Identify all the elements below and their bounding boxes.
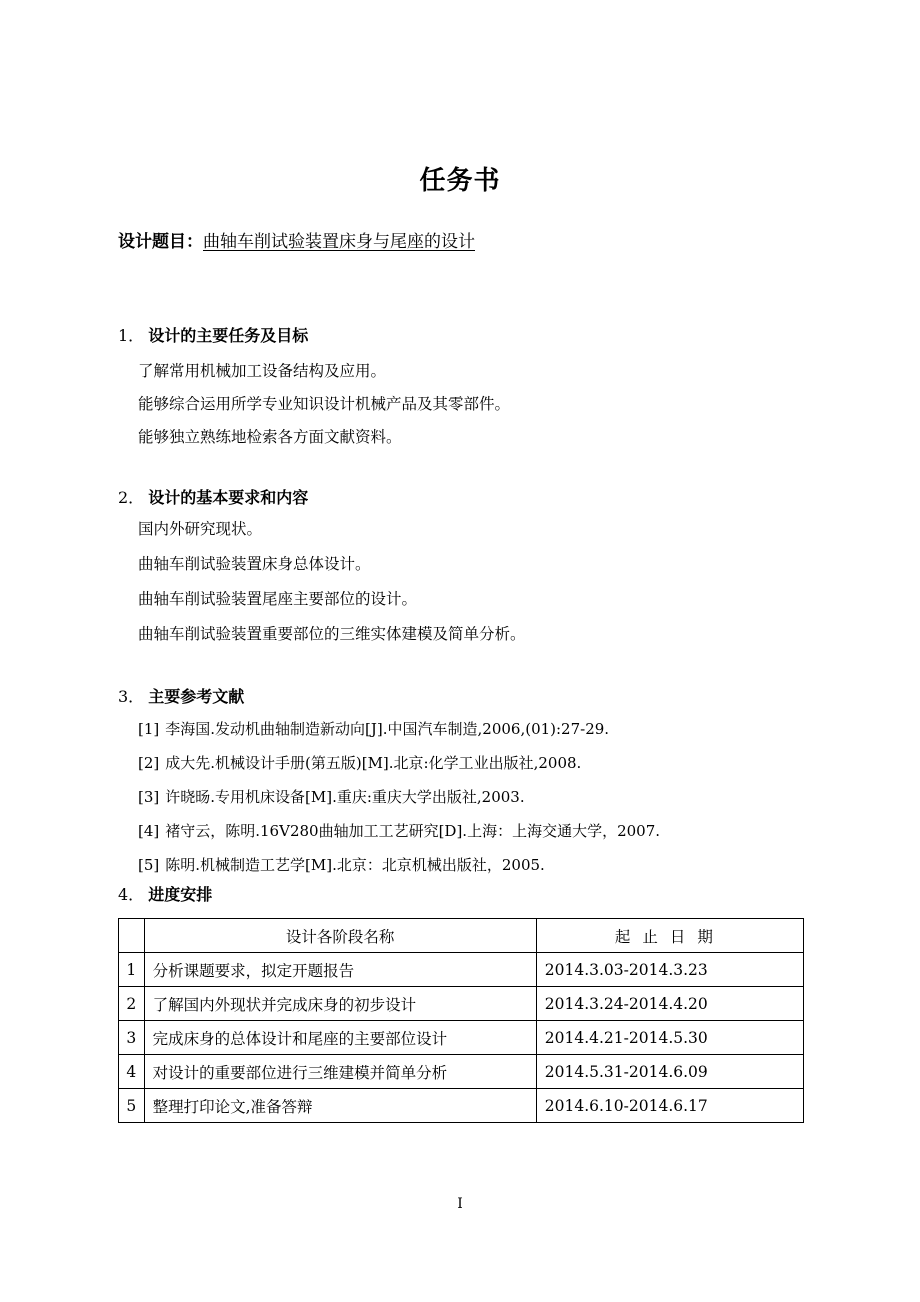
table-row [119, 1021, 804, 1055]
row-date-range: 2014.6.10-2014.6.17 [536, 1089, 803, 1123]
reference-text: 褚守云，陈明.16V280曲轴加工工艺研究[D].上海：上海交通大学，2007. [165, 822, 661, 840]
reference-text: 李海国.发动机曲轴制造新动向[J].中国汽车制造,2006,(01):27-29. [165, 720, 610, 738]
reference-text: 陈明.机械制造工艺学[M].北京：北京机械出版社，2005. [165, 856, 545, 874]
reference-item [138, 786, 525, 808]
table-row [119, 987, 804, 1021]
section-3-number: 3． [118, 687, 145, 706]
section-3-title: 主要参考文献 [148, 687, 245, 706]
row-stage-name: 对设计的重要部位进行三维建模并简单分析 [144, 1055, 536, 1089]
schedule-table [118, 918, 804, 1123]
section-2-line: 曲轴车削试验装置重要部位的三维实体建模及简单分析。 [138, 625, 526, 643]
reference-item [138, 820, 660, 842]
section-2-line: 曲轴车削试验装置床身总体设计。 [138, 555, 371, 573]
row-stage-name: 分析课题要求，拟定开题报告 [144, 953, 536, 987]
table-row [119, 1089, 804, 1123]
section-1-number: 1． [118, 326, 145, 345]
reference-number: [2] [138, 754, 160, 772]
design-topic-label: 设计题目： [118, 232, 203, 252]
header-index [119, 919, 145, 953]
row-index: 3 [119, 1021, 145, 1055]
reference-item [138, 718, 609, 740]
section-4-heading [118, 884, 212, 906]
row-date-range: 2014.3.03-2014.3.23 [536, 953, 803, 987]
header-stage-name: 设计各阶段名称 [144, 919, 536, 953]
section-1-line: 能够综合运用所学专业知识设计机械产品及其零部件。 [138, 395, 511, 413]
reference-number: [5] [138, 856, 160, 874]
section-2-line: 国内外研究现状。 [138, 520, 263, 538]
section-1-title: 设计的主要任务及目标 [148, 326, 309, 345]
section-4-title: 进度安排 [148, 885, 213, 904]
schedule-header-row [119, 919, 804, 953]
section-1-line: 了解常用机械加工设备结构及应用。 [138, 362, 387, 380]
section-1-heading [118, 325, 308, 347]
design-topic-value: 曲轴车削试验装置床身与尾座的设计 [203, 232, 475, 252]
row-index: 4 [119, 1055, 145, 1089]
section-3-heading [118, 686, 244, 708]
section-4-number: 4． [118, 885, 145, 904]
row-date-range: 2014.4.21-2014.5.30 [536, 1021, 803, 1055]
header-date-range: 起止日期 [536, 919, 803, 953]
page-number: I [457, 1196, 463, 1212]
section-2-title: 设计的基本要求和内容 [148, 488, 309, 507]
reference-number: [3] [138, 788, 160, 806]
reference-item [138, 752, 581, 774]
row-index: 5 [119, 1089, 145, 1123]
section-2-line: 曲轴车削试验装置尾座主要部位的设计。 [138, 590, 418, 608]
row-stage-name: 完成床身的总体设计和尾座的主要部位设计 [144, 1021, 536, 1055]
section-2-heading [118, 487, 308, 509]
document-title: 任务书 [419, 166, 501, 196]
row-date-range: 2014.3.24-2014.4.20 [536, 987, 803, 1021]
row-stage-name: 了解国内外现状并完成床身的初步设计 [144, 987, 536, 1021]
table-row [119, 1055, 804, 1089]
design-topic [118, 230, 475, 254]
row-stage-name: 整理打印论文,准备答辩 [144, 1089, 536, 1123]
reference-number: [4] [138, 822, 160, 840]
reference-item [138, 854, 545, 876]
reference-text: 许晓旸.专用机床设备[M].重庆:重庆大学出版社,2003. [165, 788, 525, 806]
row-date-range: 2014.5.31-2014.6.09 [536, 1055, 803, 1089]
row-index: 1 [119, 953, 145, 987]
reference-number: [1] [138, 720, 160, 738]
section-1-line: 能够独立熟练地检索各方面文献资料。 [138, 428, 402, 446]
section-2-number: 2． [118, 488, 145, 507]
reference-text: 成大先.机械设计手册(第五版)[M].北京:化学工业出版社,2008. [165, 754, 582, 772]
row-index: 2 [119, 987, 145, 1021]
table-row [119, 953, 804, 987]
